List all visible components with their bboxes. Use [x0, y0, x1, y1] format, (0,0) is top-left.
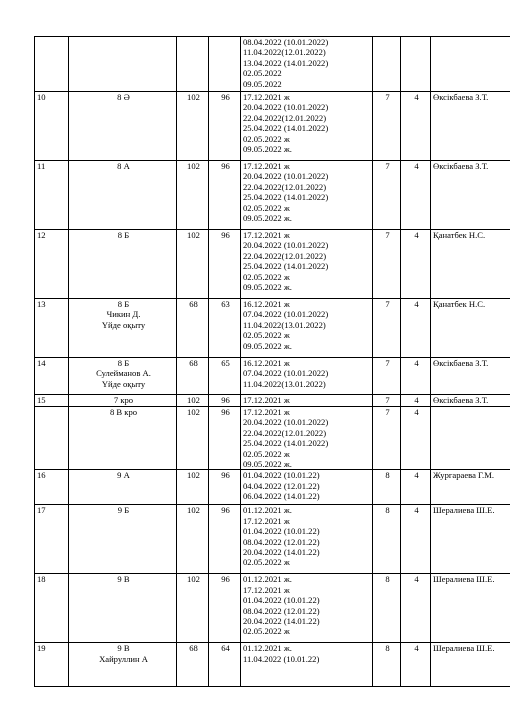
hours-planned: 102 [177, 574, 209, 643]
table-row [35, 92, 510, 161]
class-name [69, 395, 177, 407]
value-col-2: 4 [401, 395, 431, 407]
class-name-line: 8 В кро [109, 407, 138, 417]
lesson-dates-line: 02.05.2022 ж [243, 448, 290, 459]
value-col-1: 8 [373, 505, 401, 574]
row-number: 12 [35, 230, 69, 299]
hours-planned: 68 [177, 299, 209, 358]
hours-given: 96 [209, 505, 241, 574]
lesson-dates-line: 07.04.2022 (10.01.2022) [243, 309, 329, 320]
class-name-line: Чикин Д. [106, 309, 141, 320]
table-row [35, 574, 510, 643]
lesson-dates [241, 299, 373, 358]
teacher-name: Өксікбаева З.Т. [431, 161, 510, 230]
class-name-line: Үйде оқыту [101, 378, 146, 389]
lesson-dates-line: 20.04.2022 (10.01.2022) [243, 171, 329, 182]
class-name [69, 505, 177, 574]
class-name-line: 7 кро [113, 395, 134, 405]
lesson-dates-line: 25.04.2022 (14.01.2022) [243, 261, 329, 272]
table-row [35, 37, 510, 92]
teacher-name: Қанатбек Н.С. [431, 230, 510, 299]
table-row [35, 161, 510, 230]
hours-planned: 102 [177, 505, 209, 574]
table-row [35, 643, 510, 687]
lesson-dates [241, 643, 373, 687]
teacher-name: Жургараева Г.М. [431, 470, 510, 505]
row-number [35, 37, 69, 92]
lesson-dates-line: 11.04.2022(13.01.2022) [243, 378, 326, 389]
lesson-dates [241, 161, 373, 230]
table-row [35, 505, 510, 574]
lesson-dates-line: 09.05.2022 ж. [243, 144, 292, 155]
lesson-dates-line: 02.05.2022 [243, 68, 282, 79]
hours-given: 96 [209, 395, 241, 407]
class-name-line: 9 Б [117, 505, 130, 516]
lesson-dates-line: 08.04.2022 (10.01.2022) [243, 37, 329, 47]
teacher-name: Қанатбек Н.С. [431, 299, 510, 358]
value-col-1: 7 [373, 395, 401, 407]
lesson-dates-line: 11.04.2022(12.01.2022) [243, 47, 326, 58]
table-row [35, 358, 510, 395]
value-col-1: 7 [373, 358, 401, 395]
lesson-dates-line: 09.05.2022 ж. [243, 340, 292, 351]
hours-given: 64 [209, 643, 241, 687]
class-name-line: Хайруллин А [99, 653, 148, 664]
hours-given: 96 [209, 574, 241, 643]
lesson-dates-line: 01.12.2021 ж. [243, 505, 292, 516]
teacher-name [431, 37, 510, 92]
hours-given: 96 [209, 161, 241, 230]
lesson-dates-line: 20.04.2022 (10.01.2022) [243, 240, 329, 251]
class-name [69, 574, 177, 643]
teacher-name: Өксікбаева З.Т. [431, 395, 510, 407]
value-col-2: 4 [401, 643, 431, 687]
class-name [69, 643, 177, 687]
lesson-dates-line: 13.04.2022 (14.01.2022) [243, 57, 329, 68]
lesson-dates-line: 07.04.2022 (10.01.2022) [243, 368, 329, 379]
lesson-dates-line: 11.04.2022(13.01.2022) [243, 319, 326, 330]
lesson-dates-line: 22.04.2022(12.01.2022) [243, 250, 327, 261]
lesson-dates-line: 22.04.2022(12.01.2022) [243, 427, 327, 438]
value-col-1: 7 [373, 161, 401, 230]
lesson-dates-line: 16.12.2021 ж [243, 358, 290, 368]
hours-planned: 102 [177, 395, 209, 407]
lesson-dates-line: 11.04.2022 (10.01.22) [243, 653, 320, 664]
table-row [35, 470, 510, 505]
hours-given: 65 [209, 358, 241, 395]
lesson-dates-line: 17.12.2021 ж [243, 407, 290, 417]
class-name [69, 161, 177, 230]
table-body [35, 37, 510, 687]
class-name [69, 37, 177, 92]
lesson-dates-line: 02.05.2022 ж [243, 202, 290, 213]
hours-planned: 102 [177, 161, 209, 230]
teacher-name: Шералиева Ш.Е. [431, 574, 510, 643]
lesson-dates-line: 17.12.2021 ж [243, 515, 290, 526]
lesson-dates-line: 01.04.2022 (10.01.22) [243, 595, 320, 606]
hours-planned: 68 [177, 643, 209, 687]
row-number: 15 [35, 395, 69, 407]
value-col-2: 4 [401, 161, 431, 230]
row-number: 11 [35, 161, 69, 230]
row-number: 14 [35, 358, 69, 395]
class-name-line: 8 Б [117, 299, 130, 309]
class-name [69, 299, 177, 358]
lesson-dates-line: 02.05.2022 ж [243, 271, 290, 282]
lesson-dates-line: 09.05.2022 ж. [243, 282, 292, 293]
class-name-line: 8 Б [117, 230, 130, 240]
value-col-1: 7 [373, 230, 401, 299]
lesson-dates-line: 25.04.2022 (14.01.2022) [243, 438, 329, 449]
table-row [35, 230, 510, 299]
class-name-line: 9 А [117, 470, 130, 481]
value-col-2: 4 [401, 299, 431, 358]
lesson-dates-line: 17.12.2021 ж [243, 161, 290, 171]
value-col-2: 4 [401, 230, 431, 299]
lesson-dates-line: 20.04.2022 (10.01.2022) [243, 102, 329, 113]
lesson-dates-line: 09.05.2022 ж. [243, 459, 292, 470]
lesson-dates-line: 20.04.2022 (14.01.22) [243, 547, 320, 558]
lesson-dates [241, 505, 373, 574]
teacher-name: Шералиева Ш.Е. [431, 643, 510, 687]
lesson-dates-line: 02.05.2022 ж [243, 557, 290, 568]
hours-planned: 102 [177, 470, 209, 505]
lesson-dates-line: 04.04.2022 (12.01.22) [243, 480, 320, 491]
class-name [69, 92, 177, 161]
value-col-2: 4 [401, 505, 431, 574]
value-col-2 [401, 37, 431, 92]
lesson-dates-line: 01.04.2022 (10.01.22) [243, 526, 320, 537]
hours-planned: 102 [177, 230, 209, 299]
lesson-dates [241, 407, 373, 470]
table-row [35, 407, 510, 470]
lesson-dates-line: 02.05.2022 ж [243, 626, 290, 637]
hours-given: 96 [209, 230, 241, 299]
lesson-dates-line: 02.05.2022 ж [243, 133, 290, 144]
row-number [35, 407, 69, 470]
value-col-1: 7 [373, 92, 401, 161]
class-name-line: Үйде оқыту [101, 319, 146, 330]
row-number: 19 [35, 643, 69, 687]
class-name-line: 9 В [117, 643, 130, 654]
lesson-dates-line: 01.12.2021 ж. [243, 574, 292, 585]
class-name-line: Сулейманов А. [96, 368, 151, 379]
class-name-line: 8 Ә [117, 92, 130, 102]
lesson-dates-line: 17.12.2021 ж [243, 230, 290, 240]
lesson-dates-line: 01.12.2021 ж. [243, 643, 292, 654]
class-name [69, 230, 177, 299]
lesson-dates-line: 17.12.2021 ж [243, 584, 290, 595]
row-number: 17 [35, 505, 69, 574]
value-col-2: 4 [401, 92, 431, 161]
lesson-dates-line: 09.05.2022 ж. [243, 213, 292, 224]
table-row [35, 395, 510, 407]
lesson-dates-line: 02.05.2022 ж [243, 330, 290, 341]
hours-planned: 102 [177, 92, 209, 161]
schedule-table [34, 36, 510, 687]
teacher-name: Шералиева Ш.Е. [431, 505, 510, 574]
class-name-line: 8 Б [117, 358, 130, 368]
value-col-2: 4 [401, 358, 431, 395]
value-col-1: 7 [373, 299, 401, 358]
lesson-dates-line: 17.12.2021 ж [243, 92, 290, 102]
lesson-dates-line: 08.04.2022 (12.01.22) [243, 605, 320, 616]
lesson-dates-line: 22.04.2022(12.01.2022) [243, 112, 327, 123]
lesson-dates-line: 22.04.2022(12.01.2022) [243, 181, 327, 192]
row-number: 18 [35, 574, 69, 643]
class-name [69, 470, 177, 505]
lesson-dates-line: 06.04.2022 (14.01.22) [243, 491, 320, 502]
hours-given: 96 [209, 470, 241, 505]
lesson-dates-line: 09.05.2022 [243, 78, 282, 89]
value-col-1: 7 [373, 407, 401, 470]
class-name [69, 407, 177, 470]
lesson-dates-line: 08.04.2022 (12.01.22) [243, 536, 320, 547]
teacher-name: Өксікбаева З.Т. [431, 92, 510, 161]
lesson-dates-line: 20.04.2022 (14.01.22) [243, 616, 320, 627]
lesson-dates-line: 20.04.2022 (10.01.2022) [243, 417, 329, 428]
hours-planned [177, 37, 209, 92]
class-name-line: 9 В [117, 574, 130, 585]
class-name [69, 358, 177, 395]
lesson-dates-line: 25.04.2022 (14.01.2022) [243, 123, 329, 134]
row-number: 10 [35, 92, 69, 161]
hours-given: 63 [209, 299, 241, 358]
lesson-dates-line: 17.12.2021 ж [243, 395, 290, 405]
lesson-dates [241, 470, 373, 505]
row-number: 16 [35, 470, 69, 505]
value-col-1: 8 [373, 643, 401, 687]
hours-given: 96 [209, 407, 241, 470]
value-col-2: 4 [401, 470, 431, 505]
value-col-2: 4 [401, 574, 431, 643]
lesson-dates-line: 01.04.2022 (10.01.22) [243, 470, 320, 481]
hours-given [209, 37, 241, 92]
lesson-dates [241, 37, 373, 92]
teacher-name: Өксікбаева З.Т. [431, 358, 510, 395]
value-col-1: 8 [373, 574, 401, 643]
lesson-dates [241, 230, 373, 299]
value-col-1 [373, 37, 401, 92]
lesson-dates-line: 25.04.2022 (14.01.2022) [243, 192, 329, 203]
lesson-dates [241, 358, 373, 395]
teacher-name [431, 407, 510, 470]
class-name-line: 8 А [117, 161, 130, 171]
table-row [35, 299, 510, 358]
lesson-dates [241, 574, 373, 643]
hours-planned: 68 [177, 358, 209, 395]
lesson-dates-line: 16.12.2021 ж [243, 299, 290, 309]
hours-given: 96 [209, 92, 241, 161]
hours-planned: 102 [177, 407, 209, 470]
value-col-2: 4 [401, 407, 431, 470]
lesson-dates [241, 92, 373, 161]
row-number: 13 [35, 299, 69, 358]
value-col-1: 8 [373, 470, 401, 505]
lesson-dates [241, 395, 373, 407]
